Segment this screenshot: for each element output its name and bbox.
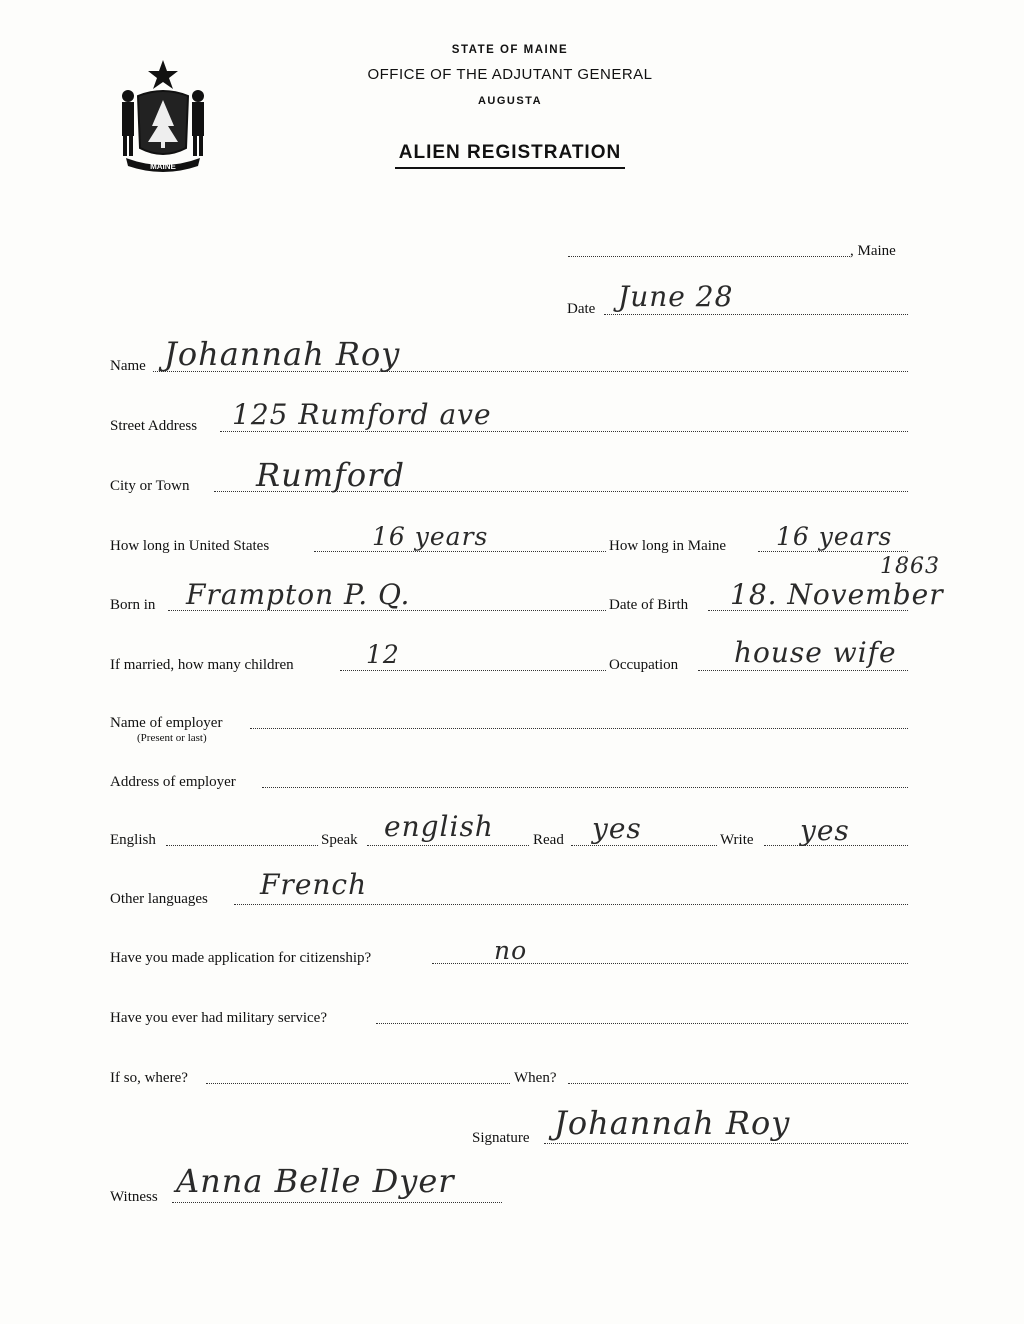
label-how-long-us: How long in United States [110, 538, 270, 554]
english-line [166, 845, 318, 846]
label-other-languages: Other languages [110, 891, 208, 907]
label-married-children: If married, how many children [110, 657, 294, 673]
military-line [376, 1023, 908, 1024]
value-how-long-maine: 16 years [776, 522, 893, 551]
value-citizenship: no [494, 936, 528, 965]
value-speak: english [384, 810, 494, 843]
label-city-or-town: City or Town [110, 478, 190, 494]
label-occupation: Occupation [609, 657, 679, 673]
label-english: English [110, 832, 156, 848]
value-street-address: 125 Rumford ave [232, 398, 492, 431]
label-signature: Signature [472, 1130, 530, 1146]
value-witness: Anna Belle Dyer [176, 1162, 455, 1200]
occupation-line [698, 670, 908, 671]
signature-line [544, 1143, 908, 1144]
value-children: 12 [366, 640, 400, 669]
street-address-line [220, 431, 908, 432]
value-signature: Johannah Roy [554, 1104, 791, 1142]
header-office: OFFICE OF THE ADJUTANT GENERAL [367, 66, 653, 83]
speak-line [367, 845, 529, 846]
employer-line [250, 728, 908, 729]
label-speak: Speak [321, 832, 358, 848]
value-date: June 28 [618, 280, 734, 313]
label-if-so-where: If so, where? [110, 1070, 188, 1086]
maine-state-seal-icon [108, 56, 218, 176]
label-name: Name [110, 358, 146, 374]
value-city-or-town: Rumford [256, 456, 405, 494]
value-birth-year: 1863 [880, 554, 940, 579]
witness-line [172, 1202, 502, 1203]
value-date-of-birth: 18. November [730, 578, 944, 611]
form-title-text: ALIEN REGISTRATION [395, 142, 625, 169]
value-name: Johannah Roy [164, 335, 401, 373]
label-write: Write [720, 832, 754, 848]
label-witness: Witness [110, 1189, 158, 1205]
label-military: Have you ever had military service? [110, 1010, 327, 1026]
label-street-address: Street Address [110, 418, 198, 434]
read-line [571, 845, 717, 846]
label-citizenship: Have you made application for citizenship? [110, 950, 372, 966]
label-read: Read [533, 832, 564, 848]
form-title [330, 142, 690, 169]
employer-address-line [262, 787, 908, 788]
label-address-of-employer: Address of employer [110, 774, 236, 790]
when-line [568, 1083, 908, 1084]
header-state: STATE OF MAINE [451, 44, 569, 56]
header-city: AUGUSTA [477, 95, 543, 107]
other-languages-line [234, 904, 908, 905]
label-born-in: Born in [110, 597, 156, 613]
where-line [206, 1083, 510, 1084]
label-name-of-employer: Name of employer [110, 715, 223, 731]
children-line [340, 670, 606, 671]
seal-text: MAINE [150, 162, 176, 171]
value-other-languages: French [260, 868, 368, 901]
how-long-maine-line [758, 551, 908, 552]
label-date-of-birth: Date of Birth [609, 597, 689, 613]
value-write: yes [800, 814, 850, 847]
label-date: Date [567, 301, 596, 317]
label-maine: , Maine [850, 243, 896, 259]
value-how-long-us: 16 years [372, 522, 489, 551]
value-read: yes [592, 812, 642, 845]
label-when: When? [514, 1070, 557, 1086]
label-present-or-last: (Present or last) [137, 732, 207, 744]
label-how-long-maine: How long in Maine [609, 538, 727, 554]
how-long-us-line [314, 551, 606, 552]
maine-line [568, 256, 850, 257]
value-occupation: house wife [734, 636, 897, 669]
date-line [604, 314, 908, 315]
value-born-in: Frampton P. Q. [186, 578, 411, 611]
